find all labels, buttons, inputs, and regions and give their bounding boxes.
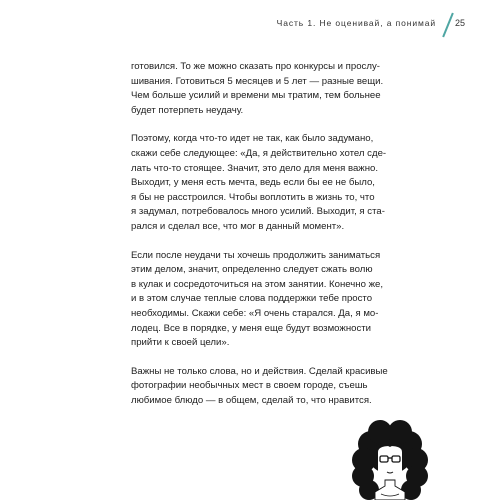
text-line: Выходит, у меня есть мечта, ведь если бы ее не было, — [131, 177, 375, 189]
text-line: готовился. То же можно сказать про конкурсы и прослу- — [131, 61, 380, 72]
paragraph-3 — [131, 249, 384, 351]
text-line: в кулак и сосредоточиться на этом занятии. Конечно же, — [131, 278, 384, 290]
text-line: лодец. Все в порядке, у меня еще будут возможности — [131, 322, 372, 334]
text-line: Поэтому, когда что-то идет не так, как было задумано, — [131, 133, 374, 145]
text-line: будет потерпеть неудачу. — [131, 104, 244, 116]
text-line: любимое блюдо — в общем, сделай то, что нравится. — [131, 394, 372, 406]
text-line: я бы не расстроился. Чтобы воплотить в жизнь то, что — [131, 191, 375, 203]
text-line: фотографии необычных мест в своем городе, съешь — [131, 380, 368, 392]
body-text — [131, 60, 388, 422]
girl-with-glasses-illustration-icon — [345, 420, 435, 500]
text-line: Чем больше усилий и времени мы тратим, тем больнее — [131, 90, 381, 102]
page-number: 25 — [455, 18, 466, 28]
text-line: рался и сделал все, что мог в данный момент». — [131, 220, 345, 232]
text-line: скажи себе следующее: «Да, я действительно хотел сде- — [131, 147, 387, 159]
running-head: Часть 1. Не оценивай, а понимай — [276, 18, 436, 28]
paragraph-2 — [131, 132, 387, 234]
text-line: прийти к своей цели». — [131, 337, 230, 349]
text-line: Если после неудачи ты хочешь продолжить заниматься — [131, 249, 381, 261]
paragraph-1 — [131, 60, 384, 118]
text-line: этим делом, значит, определенно следует сжать волю — [131, 264, 373, 276]
paragraph-4 — [131, 365, 388, 409]
text-line: и в этом случае теплые слова поддержки тебе просто — [131, 293, 373, 305]
text-line: необходимы. Скажи себе: «Я очень старался. Да, я мо- — [131, 307, 379, 319]
text-line: лать что-то стоящее. Значит, это дело для меня важно. — [131, 162, 378, 174]
text-line: шивания. Готовиться 5 месяцев и 5 лет — разные вещи. — [131, 75, 384, 87]
text-line: я задумал, потребовалось много усилий. Выходит, я ста- — [131, 206, 385, 218]
text-line: Важны не только слова, но и действия. Сделай красивые — [131, 365, 388, 377]
header-divider-slash — [442, 13, 454, 38]
